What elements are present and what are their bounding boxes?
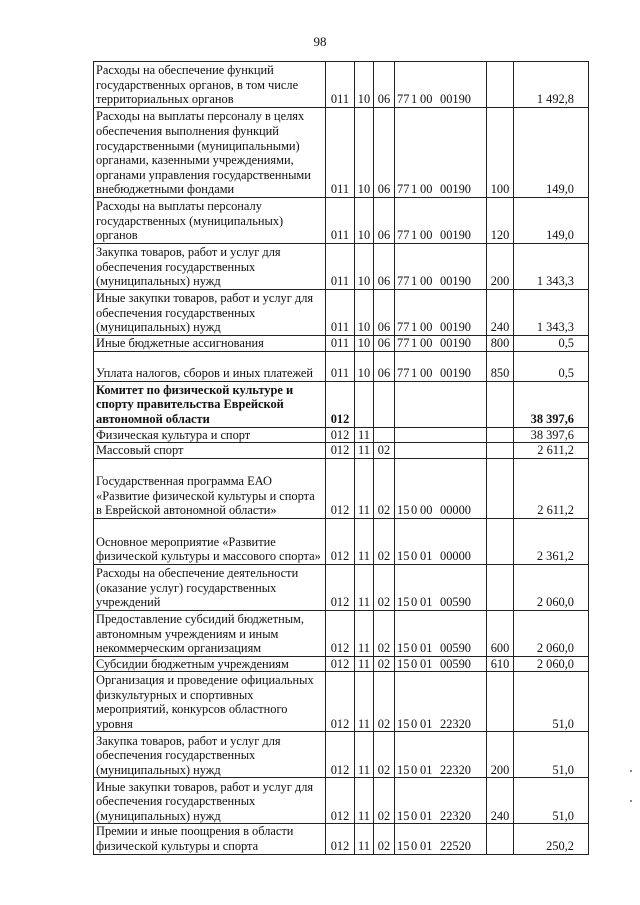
- row-target-article: [395, 656, 487, 672]
- row-sum: 2 060,0: [514, 656, 589, 672]
- table-row: [94, 518, 589, 564]
- table-row: [94, 381, 589, 427]
- table-row: [94, 824, 589, 854]
- row-grbs: 011: [326, 62, 355, 108]
- row-name: Расходы на выплаты персоналу государственных (муниципальных) органов: [94, 198, 326, 244]
- target-article-part: 1: [411, 320, 418, 335]
- row-section: 11: [355, 518, 374, 564]
- row-name: Массовый спорт: [94, 443, 326, 459]
- row-target-article: [395, 381, 487, 427]
- table-row: [94, 656, 589, 672]
- row-section: 11: [355, 824, 374, 854]
- row-subsection: 02: [374, 610, 395, 656]
- table-row: [94, 778, 589, 824]
- target-article-part: 22520: [440, 838, 471, 853]
- row-target-article: [395, 244, 487, 290]
- row-target-article: [395, 427, 487, 443]
- row-subsection: [374, 427, 395, 443]
- target-article-part: 15: [397, 549, 410, 564]
- row-section: 11: [355, 610, 374, 656]
- row-grbs: 011: [326, 351, 355, 381]
- target-article-part: 00: [420, 274, 433, 289]
- row-grbs: 012: [326, 381, 355, 427]
- row-name: Премии и иные поощрения в области физической культуры и спорта: [94, 824, 326, 854]
- row-target-article: [395, 290, 487, 336]
- row-expense-type: 120: [487, 198, 514, 244]
- row-section: 11: [355, 564, 374, 610]
- target-article-part: 22320: [440, 808, 471, 823]
- row-grbs: 012: [326, 824, 355, 854]
- row-subsection: 06: [374, 108, 395, 198]
- row-target-article: [395, 732, 487, 778]
- row-target-article: [395, 443, 487, 459]
- row-expense-type: 240: [487, 778, 514, 824]
- row-section: [355, 381, 374, 427]
- target-article-part: 15: [397, 503, 410, 518]
- target-article-part: 00: [420, 92, 433, 107]
- row-target-article: [395, 458, 487, 518]
- target-article-part: 0: [411, 549, 418, 564]
- row-expense-type: [487, 564, 514, 610]
- table-row: [94, 351, 589, 381]
- row-expense-type: [487, 518, 514, 564]
- row-expense-type: [487, 62, 514, 108]
- target-article-part: 00190: [440, 366, 471, 380]
- row-expense-type: [487, 458, 514, 518]
- row-expense-type: 200: [487, 244, 514, 290]
- target-article-part: 77: [397, 92, 410, 107]
- row-section: 10: [355, 290, 374, 336]
- row-expense-type: [487, 427, 514, 443]
- target-article-part: 77: [397, 228, 410, 243]
- row-expense-type: [487, 672, 514, 732]
- row-subsection: 06: [374, 244, 395, 290]
- row-subsection: 06: [374, 62, 395, 108]
- target-article-part: 00: [420, 320, 433, 335]
- target-article-part: 0: [411, 838, 418, 853]
- row-grbs: 012: [326, 778, 355, 824]
- row-target-article: [395, 610, 487, 656]
- row-subsection: 06: [374, 198, 395, 244]
- row-expense-type: 800: [487, 336, 514, 352]
- row-grbs: 012: [326, 610, 355, 656]
- target-article-part: 77: [397, 336, 410, 350]
- target-article-part: 77: [397, 366, 410, 380]
- table-row: [94, 458, 589, 518]
- row-target-article: [395, 336, 487, 352]
- row-sum: 1 343,3: [514, 244, 589, 290]
- row-sum: 250,2: [514, 824, 589, 854]
- row-grbs: 012: [326, 427, 355, 443]
- row-subsection: 06: [374, 351, 395, 381]
- table-row: [94, 62, 589, 108]
- row-target-article: [395, 351, 487, 381]
- row-grbs: 012: [326, 732, 355, 778]
- row-section: 11: [355, 672, 374, 732]
- row-sum: 2 361,2: [514, 518, 589, 564]
- row-expense-type: 100: [487, 108, 514, 198]
- row-section: 10: [355, 108, 374, 198]
- row-subsection: 02: [374, 518, 395, 564]
- row-name: Предоставление субсидий бюджетным, автономным учреждениям и иным некоммерческим организациям: [94, 610, 326, 656]
- row-expense-type: 200: [487, 732, 514, 778]
- row-grbs: 011: [326, 244, 355, 290]
- row-section: 11: [355, 732, 374, 778]
- scan-speck: [630, 770, 632, 772]
- row-expense-type: 850: [487, 351, 514, 381]
- target-article-part: 00: [420, 366, 433, 380]
- row-section: 10: [355, 351, 374, 381]
- row-sum: 0,5: [514, 336, 589, 352]
- row-sum: 0,5: [514, 351, 589, 381]
- target-article-part: 00190: [440, 228, 471, 243]
- row-grbs: 012: [326, 672, 355, 732]
- row-name: Закупка товаров, работ и услуг для обеспечения государственных (муниципальных) нужд: [94, 732, 326, 778]
- row-section: 11: [355, 656, 374, 672]
- target-article-part: 00190: [440, 274, 471, 289]
- target-article-part: 22320: [440, 762, 471, 777]
- target-article-part: 00190: [440, 182, 471, 197]
- target-article-part: 1: [411, 366, 418, 380]
- row-section: 11: [355, 427, 374, 443]
- row-grbs: 012: [326, 443, 355, 459]
- row-name: Физическая культура и спорт: [94, 427, 326, 443]
- row-section: 11: [355, 443, 374, 459]
- target-article-part: 01: [420, 762, 433, 777]
- row-sum: 149,0: [514, 108, 589, 198]
- row-grbs: 012: [326, 518, 355, 564]
- target-article-part: 01: [420, 838, 433, 853]
- row-target-article: [395, 672, 487, 732]
- budget-table-body: [94, 62, 589, 855]
- row-subsection: 02: [374, 778, 395, 824]
- scan-speck: [630, 800, 632, 802]
- row-sum: 2 060,0: [514, 564, 589, 610]
- row-section: 10: [355, 244, 374, 290]
- target-article-part: 00000: [440, 549, 471, 564]
- row-grbs: 012: [326, 458, 355, 518]
- row-grbs: 011: [326, 108, 355, 198]
- target-article-part: 15: [397, 595, 410, 610]
- row-name: Субсидии бюджетным учреждениям: [94, 656, 326, 672]
- target-article-part: 00000: [440, 503, 471, 518]
- row-name: Закупка товаров, работ и услуг для обеспечения государственных (муниципальных) нужд: [94, 244, 326, 290]
- table-row: [94, 336, 589, 352]
- table-row: [94, 564, 589, 610]
- row-name: Расходы на обеспечение функций государственных органов, в том числе территориальных органов: [94, 62, 326, 108]
- target-article-part: 77: [397, 182, 410, 197]
- target-article-part: 01: [420, 656, 433, 671]
- row-name: Иные закупки товаров, работ и услуг для обеспечения государственных (муниципальных) нужд: [94, 778, 326, 824]
- row-section: 10: [355, 198, 374, 244]
- row-target-article: [395, 62, 487, 108]
- row-target-article: [395, 824, 487, 854]
- target-article-part: 0: [411, 762, 418, 777]
- row-sum: 149,0: [514, 198, 589, 244]
- target-article-part: 77: [397, 320, 410, 335]
- row-target-article: [395, 564, 487, 610]
- page-number: 98: [313, 34, 327, 49]
- table-row: [94, 443, 589, 459]
- table-row: [94, 108, 589, 198]
- target-article-part: 0: [411, 641, 418, 656]
- row-subsection: 02: [374, 672, 395, 732]
- row-section: 10: [355, 62, 374, 108]
- target-article-part: 0: [411, 716, 418, 731]
- row-expense-type: 240: [487, 290, 514, 336]
- row-grbs: 012: [326, 564, 355, 610]
- row-grbs: 011: [326, 290, 355, 336]
- table-row: [94, 198, 589, 244]
- row-sum: 38 397,6: [514, 427, 589, 443]
- target-article-part: 15: [397, 641, 410, 656]
- row-sum: 2 611,2: [514, 458, 589, 518]
- target-article-part: 00190: [440, 92, 471, 107]
- row-sum: 51,0: [514, 732, 589, 778]
- row-sum: 2 611,2: [514, 443, 589, 459]
- target-article-part: 0: [411, 808, 418, 823]
- table-row: [94, 427, 589, 443]
- target-article-part: 77: [397, 274, 410, 289]
- row-sum: 38 397,6: [514, 381, 589, 427]
- target-article-part: 1: [411, 336, 418, 350]
- target-article-part: 1: [411, 182, 418, 197]
- row-subsection: [374, 381, 395, 427]
- row-subsection: 02: [374, 443, 395, 459]
- target-article-part: 00590: [440, 641, 471, 656]
- target-article-part: 01: [420, 595, 433, 610]
- row-subsection: 02: [374, 732, 395, 778]
- table-row: [94, 290, 589, 336]
- target-article-part: 1: [411, 228, 418, 243]
- table-row: [94, 732, 589, 778]
- row-target-article: [395, 518, 487, 564]
- row-target-article: [395, 778, 487, 824]
- row-section: 11: [355, 778, 374, 824]
- target-article-part: 00590: [440, 656, 471, 671]
- row-expense-type: 600: [487, 610, 514, 656]
- target-article-part: 15: [397, 656, 410, 671]
- target-article-part: 00590: [440, 595, 471, 610]
- row-subsection: 06: [374, 290, 395, 336]
- target-article-part: 00190: [440, 336, 471, 350]
- row-name: Основное мероприятие «Развитие физической культуры и массового спорта»: [94, 518, 326, 564]
- row-subsection: 02: [374, 458, 395, 518]
- row-sum: 1 343,3: [514, 290, 589, 336]
- target-article-part: 0: [411, 595, 418, 610]
- target-article-part: 15: [397, 716, 410, 731]
- table-row: [94, 672, 589, 732]
- row-name: Расходы на обеспечение деятельности (оказание услуг) государственных учреждений: [94, 564, 326, 610]
- row-sum: 2 060,0: [514, 610, 589, 656]
- row-name: Государственная программа ЕАО «Развитие физической культуры и спорта в Еврейской автономной области»: [94, 458, 326, 518]
- row-grbs: 012: [326, 656, 355, 672]
- row-section: 10: [355, 336, 374, 352]
- target-article-part: 01: [420, 808, 433, 823]
- row-grbs: 011: [326, 336, 355, 352]
- row-section: 11: [355, 458, 374, 518]
- target-article-part: 00190: [440, 320, 471, 335]
- row-expense-type: [487, 443, 514, 459]
- row-sum: 51,0: [514, 778, 589, 824]
- row-sum: 1 492,8: [514, 62, 589, 108]
- row-subsection: 06: [374, 336, 395, 352]
- target-article-part: 1: [411, 274, 418, 289]
- target-article-part: 0: [411, 656, 418, 671]
- target-article-part: 00: [420, 228, 433, 243]
- target-article-part: 15: [397, 808, 410, 823]
- row-name: Организация и проведение официальных физкультурных и спортивных мероприятий, конкурсов областного уровня: [94, 672, 326, 732]
- row-expense-type: 610: [487, 656, 514, 672]
- target-article-part: 00: [420, 503, 433, 518]
- target-article-part: 00: [420, 336, 433, 350]
- target-article-part: 00: [420, 182, 433, 197]
- table-row: [94, 610, 589, 656]
- target-article-part: 22320: [440, 716, 471, 731]
- row-target-article: [395, 198, 487, 244]
- row-name: Расходы на выплаты персоналу в целях обеспечения выполнения функций государственными (муниципальными) органами, казенными учреждениями, органами управления государственными внебюджетными фондами: [94, 108, 326, 198]
- target-article-part: 15: [397, 838, 410, 853]
- row-name: Иные бюджетные ассигнования: [94, 336, 326, 352]
- target-article-part: 15: [397, 762, 410, 777]
- row-grbs: 011: [326, 198, 355, 244]
- row-name: Иные закупки товаров, работ и услуг для обеспечения государственных (муниципальных) нужд: [94, 290, 326, 336]
- row-target-article: [395, 108, 487, 198]
- target-article-part: 1: [411, 92, 418, 107]
- target-article-part: 0: [411, 503, 418, 518]
- target-article-part: 01: [420, 716, 433, 731]
- table-row: [94, 244, 589, 290]
- row-expense-type: [487, 824, 514, 854]
- row-expense-type: [487, 381, 514, 427]
- row-name: Уплата налогов, сборов и иных платежей: [94, 351, 326, 381]
- row-name: Комитет по физической культуре и спорту правительства Еврейской автономной области: [94, 381, 326, 427]
- row-subsection: 02: [374, 564, 395, 610]
- row-subsection: 02: [374, 656, 395, 672]
- target-article-part: 01: [420, 549, 433, 564]
- budget-table: [93, 61, 589, 855]
- row-subsection: 02: [374, 824, 395, 854]
- target-article-part: 01: [420, 641, 433, 656]
- row-sum: 51,0: [514, 672, 589, 732]
